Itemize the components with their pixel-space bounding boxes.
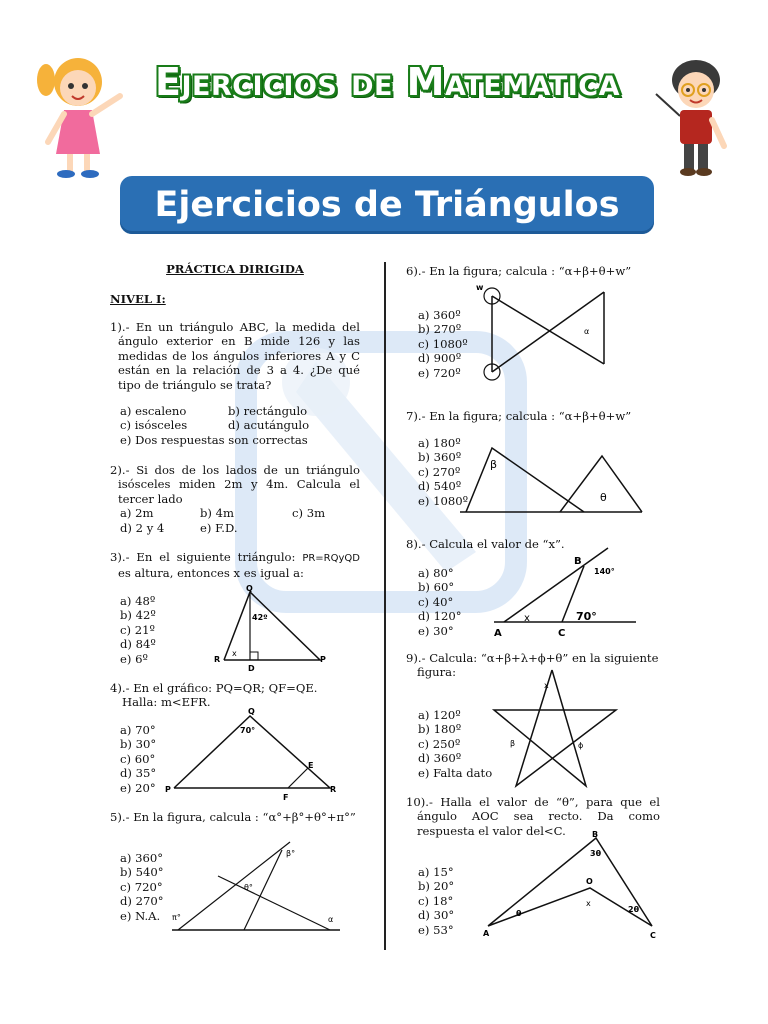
q6-alpha: α [584,327,590,336]
question-3-text-cont: es altura, entonces x es igual a: [118,566,304,581]
q10-label-c: C [650,931,656,940]
q5-option-d[interactable]: d) 270° [120,894,164,909]
question-6-text: 6).- En la figura; calcula : “α+β+θ+w” [406,264,632,278]
q10-option-b[interactable]: b) 20° [418,879,455,894]
q4-label-p: P [165,785,171,794]
question-4-text-2: Halla: m<EFR. [122,695,211,710]
q5-option-c[interactable]: c) 720° [120,879,163,894]
q2-option-a[interactable]: a) 2m [120,506,154,521]
question-9-text: 9).- Calcula: “α+β+λ+ϕ+θ” en la siguiente figura: [406,651,659,680]
q6-option-c[interactable]: c) 1080º [418,336,468,351]
q7-option-a[interactable]: a) 180º [418,436,461,450]
q8-triangle-figure [490,544,638,640]
brand-title: Ejercicios de Matematica [155,60,620,104]
q3-label-q: Q [246,584,253,593]
boy-illustration [650,50,740,182]
question-1 [110,320,360,447]
q3-option-d[interactable]: d) 84º [120,637,156,652]
q8-label-a: A [494,628,502,639]
q5-alpha: α [328,915,334,924]
question-7 [406,409,666,423]
q10-options [418,865,454,937]
q10-option-e[interactable]: e) 53° [418,922,454,937]
q8-label-b: B [574,556,582,567]
q4-label-r: R [330,785,337,794]
girl-illustration [34,50,126,182]
q10-angle-b: 3θ [590,849,602,858]
q6-option-e[interactable]: e) 720º [418,365,461,380]
question-3-formula: PR=RQyQD [302,553,360,564]
q1-option-e[interactable]: e) Dos respuestas son correctas [120,432,308,447]
q10-label-a: A [483,929,490,938]
page-banner-title: Ejercicios de Triángulos [120,176,654,234]
q9-beta: β [510,739,516,748]
q1-option-d[interactable]: d) acutángulo [228,418,310,433]
column-divider [384,262,386,950]
q6-option-b[interactable]: b) 270º [418,322,462,337]
q5-option-e[interactable]: e) N.A. [120,908,161,923]
section-title: PRÁCTICA DIRIGIDA [166,262,304,276]
q7-option-e[interactable]: e) 1080º [418,493,469,508]
q5-beta: β° [286,849,296,858]
q4-label-f: F [283,793,289,802]
q1-option-c[interactable]: c) isósceles [120,418,188,433]
q7-theta: θ [600,491,607,504]
q10-option-a[interactable]: a) 15° [418,865,454,879]
q4-label-q: Q [248,707,255,716]
question-10-text: 10).- Halla el valor de “θ”, para que el ángulo AOC sea recto. Da como respuesta el valor del<C. [406,795,660,838]
question-6 [406,264,666,278]
q3-label-p: P [320,655,326,664]
q1-option-b[interactable]: b) rectángulo [228,404,308,419]
q2-option-e[interactable]: e) F.D. [200,520,238,535]
q6-bowtie-figure [474,282,612,386]
q3-triangle-figure [210,582,340,674]
q9-options [418,708,492,780]
q1-option-a[interactable]: a) escaleno [120,404,187,419]
q3-options [120,594,156,666]
question-2 [110,463,360,535]
q10-option-d[interactable]: d) 30° [418,908,455,923]
q10-label-b: B [592,830,599,839]
question-7-text: 7).- En la figura; calcula : “α+β+θ+w” [406,409,632,423]
q5-option-b[interactable]: b) 540° [120,865,164,880]
q10-label-o: O [586,877,593,886]
q7-option-b[interactable]: b) 360º [418,450,462,465]
q8-x: x [524,613,530,624]
q10-x: x [586,899,591,908]
q3-angle: 42º [252,613,268,622]
q8-angle-70: 70° [576,610,597,623]
q9-phi: ϕ [578,741,584,750]
q9-option-d[interactable]: d) 360º [418,751,462,766]
q9-option-e[interactable]: e) Falta dato [418,765,493,780]
q4-option-c[interactable]: c) 60° [120,751,156,766]
q4-option-d[interactable]: d) 35° [120,766,157,781]
q4-options [120,723,156,795]
q6-w: w [476,283,484,292]
level-heading: NIVEL I: [110,292,166,306]
q3-label-d: D [248,664,255,673]
q3-label-r: R [214,655,221,664]
q8-options [418,566,462,638]
q4-option-a[interactable]: a) 70° [120,723,156,737]
brand-logo [125,52,650,134]
question-3-text: 3).- En el siguiente triángulo: [110,550,296,564]
question-2-text: 2).- Si dos de los lados de un triángulo isósceles miden 2m y 4m. Calcula el tercer lado [110,463,360,506]
q4-option-b[interactable]: b) 30° [120,737,157,752]
question-8-text: 8).- Calcula el valor de “x”. [406,537,565,551]
q3-option-a[interactable]: a) 48º [120,594,156,608]
q8-option-a[interactable]: a) 80° [418,566,454,580]
q2-option-d[interactable]: d) 2 y 4 [120,520,165,535]
q3-option-b[interactable]: b) 42º [120,608,156,623]
q4-triangle-figure [164,702,344,802]
question-1-text: 1).- En un triángulo ABC, la medida del ángulo exterior en B mide 126 y las medidas de los ángulos inferiores A y C están en la relación de 3 a 4. ¿De qué tipo de triángulo se trata? [110,320,360,392]
q8-angle-140: 140° [594,567,615,576]
q3-x: x [232,649,237,658]
q3-option-e[interactable]: e) 6º [120,651,148,666]
q6-option-d[interactable]: d) 900º [418,351,462,366]
q4-option-e[interactable]: e) 20° [120,780,156,795]
q10-quadrilateral-figure [482,826,662,944]
q7-option-d[interactable]: d) 540º [418,479,462,494]
q9-star-figure [490,666,620,792]
q3-option-c[interactable]: c) 21º [120,622,155,637]
q8-option-c[interactable]: c) 40° [418,594,454,609]
q5-pi: π° [172,913,181,922]
q7-triangles-figure [456,444,646,520]
q10-angle-c: 2θ [628,905,640,914]
question-5 [110,810,370,824]
q9-option-c[interactable]: c) 250º [418,736,461,751]
q5-options [120,851,164,923]
question-3 [110,550,360,581]
question-5-text: 5).- En la figura, calcula : “α°+β°+θ°+π°” [110,810,356,824]
q5-lines-figure [170,836,350,936]
q8-option-e[interactable]: e) 30° [418,623,454,638]
q8-option-d[interactable]: d) 120° [418,609,462,624]
q7-beta: β [490,458,498,471]
question-4-text: 4).- En el gráfico: PQ=QR; QF=QE. [110,681,318,695]
q9-option-b[interactable]: b) 180º [418,722,462,737]
q6-option-a[interactable]: a) 360º [418,308,461,322]
q10-option-c[interactable]: c) 18° [418,893,454,908]
q10-angle-a: θ [516,909,522,918]
q4-label-e: E [308,761,314,770]
q2-option-b[interactable]: b) 4m [200,506,235,521]
q6-options [418,308,468,380]
q5-option-a[interactable]: a) 360° [120,851,164,865]
q9-x: x [544,681,549,690]
q4-angle: 70° [240,726,256,735]
q5-theta: θ° [244,883,253,892]
q7-option-c[interactable]: c) 270º [418,464,461,479]
q8-option-b[interactable]: b) 60° [418,580,455,595]
q9-option-a[interactable]: a) 120º [418,708,461,722]
q2-option-c[interactable]: c) 3m [292,506,326,521]
q8-label-c: C [558,628,566,639]
